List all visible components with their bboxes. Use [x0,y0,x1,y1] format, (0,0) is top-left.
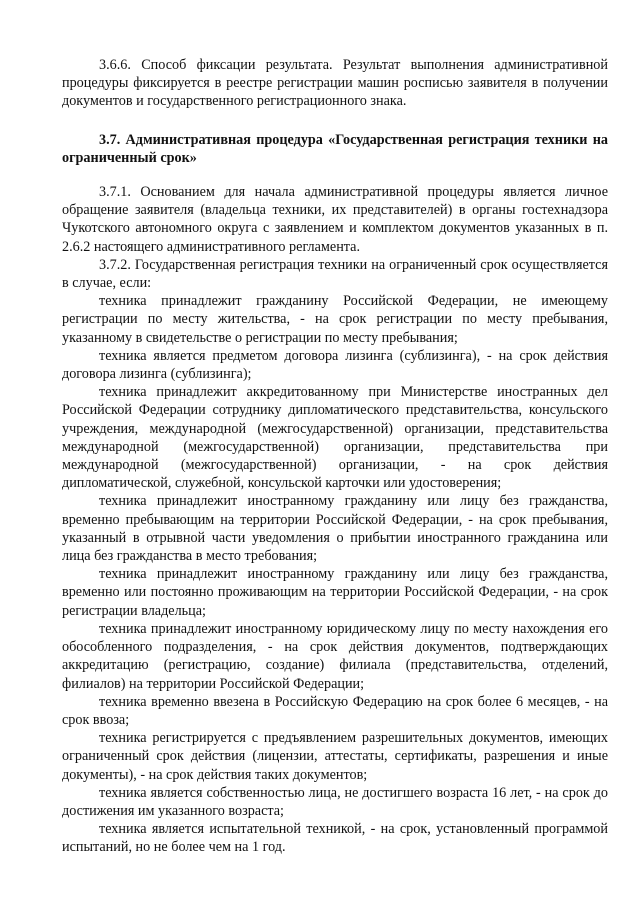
case-item: техника принадлежит гражданину Российской Федерации, не имеющему регистрации по месту жительства, - на срок регистрации по месту пребывания, указанному в свидетельстве о регистрации по месту пребывания; [62,293,608,346]
case-item: техника является предметом договора лизинга (сублизинга), - на срок действия договора лизинга (сублизинга); [62,347,608,383]
spacer [62,111,608,131]
case-item: техника принадлежит аккредитованному при Министерстве иностранных дел Российской Федерации сотруднику дипломатического представительства, консульского учреждения, международной (межгосударственной) организации, представительства международной (межгосударственной) организации, представительства при международной (межгосударственной) организации, - на срок действия дипломатической, служебной, консульской карточки или удостоверения; [62,384,608,492]
case-item: техника регистрируется с предъявлением разрешительных документов, имеющих ограниченный срок действия (лицензии, аттестаты, сертификаты, разрешения и иные документы), - на срок действия таких документов; [62,730,608,783]
case-item: техника является испытательной техникой, - на срок, установленный программой испытаний, но не более чем на 1 год. [62,821,608,856]
spacer [62,167,608,183]
document-page [62,56,608,857]
section-heading-3-7: 3.7. Административная процедура «Государственная регистрация техники на ограниченный срок» [62,131,608,166]
paragraph-3-7-2: 3.7.2. Государственная регистрация техники на ограниченный срок осуществляется в случае, если: [62,256,608,292]
case-item: техника является собственностью лица, не достигшего возраста 16 лет, - на срок до достижения им указанного возраста; [62,784,608,819]
case-item: техника принадлежит иностранному юридическому лицу по месту нахождения его обособленного подразделения, - на срок действия документов, подтверждающих аккредитацию (регистрацию, создание) филиала (представительства, отделений, филиалов) на территории Российской Федерации; [62,620,608,692]
case-item: техника принадлежит иностранному гражданину или лицу без гражданства, временно пребывающим на территории Российской Федерации, - на срок пребывания, указанный в отрывной части уведомления о прибытии иностранного гражданина или лица без гражданства в место требования; [62,493,608,565]
case-item: техника принадлежит иностранному гражданину или лицу без гражданства, временно или постоянно проживающим на территории Российской Федерации, - на срок регистрации владельца; [62,566,608,619]
paragraph-3-6-6: 3.6.6. Способ фиксации результата. Результат выполнения административной процедуры фиксируется в реестре регистрации машин росписью заявителя в получении документов и государственного регистрационного знака. [62,57,608,110]
case-item: техника временно ввезена в Российскую Федерацию на срок более 6 месяцев, - на срок ввоза; [62,693,608,728]
paragraph-3-7-1: 3.7.1. Основанием для начала административной процедуры является личное обращение заявителя (владельца техники, их представителей) в органы гостехнадзора Чукотского автономного округа с заявлением и комплектом документов указанных в п. 2.6.2 настоящего административного регламента. [62,184,608,255]
